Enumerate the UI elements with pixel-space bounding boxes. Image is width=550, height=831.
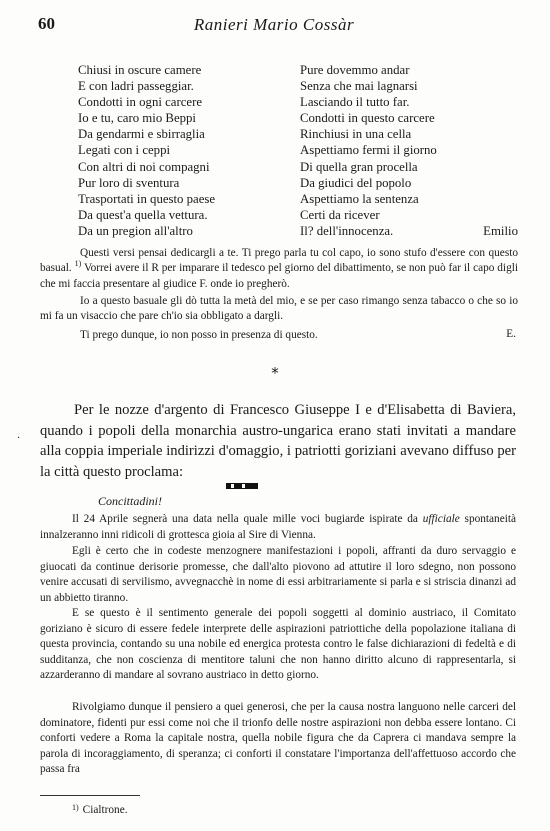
poem-verse-right-1: Pure dovemmo andar (300, 63, 410, 77)
poem-verse-right-11: Il? dell'innocenza. (300, 223, 394, 238)
poem-verse-right-6: Aspettiamo fermi il giorno (300, 143, 437, 158)
poem-column-left (78, 62, 288, 239)
poem-verse-right-10: Certi da ricever (300, 207, 380, 222)
poem-verse-left-4: Io e tu, caro mio Beppi (78, 111, 196, 126)
poem-verse-left-1: Chiusi in oscure camere (78, 63, 202, 77)
poem-column-right (300, 62, 518, 239)
poem-verse-left-2: E con ladri passeggiar. (78, 79, 194, 94)
poem-verse-left-8: Pur loro di sventura (78, 175, 180, 190)
poem-verse-right-2: Senza che mai lagnarsi (300, 79, 418, 94)
footnote-reference: 1) (74, 259, 82, 269)
poem-verse-right-4: Condotti in questo carcere (300, 111, 435, 126)
footnote-marker: 1) (72, 803, 79, 812)
poem-verse-right-5: Rinchiusi in una cella (300, 127, 412, 142)
footnote-rule (40, 795, 140, 796)
letter-paragraph-1 (40, 246, 518, 292)
page-number: 60 (38, 14, 55, 33)
poem-verse-right-3: Lasciando il tutto far. (300, 95, 410, 110)
poem-verse-left-9: Trasportati in questo paese (78, 191, 216, 206)
proclamation-paragraph-2: Egli è certo che in codeste menzognere manifestazioni i popoli, affranti da duro servaggio e giuocati da continue derisorie promesse, che dall'alto piovono ad attutire il loro sdegno, non possono venire accusati di servilismo, avvegnacchè in nome di essi arbitrariamente si parla e si striscia dinanzi ad un abbietto tiranno. (40, 545, 516, 604)
letter-paragraph-1-part-2: Vorrei avere il R per imparare il tedesco pel giorno del dibattimento, se non può far il capo digli che mi faccia presentare al giudice F. onde io pregherò. (40, 262, 518, 290)
poem-verse-left-7: Con altri di noi compagni (78, 159, 210, 174)
poem-verse-left-10: Da quest'a quella vettura. (78, 207, 208, 222)
letter-paragraph-3: Ti prego dunque, io non posso in presenza di questo. (80, 329, 318, 341)
proclamation-salutation: Concittadini! (98, 494, 162, 508)
proclamation-paragraph-4: Rivolgiamo dunque il pensiero a quei generosi, che per la causa nostra languono nelle carceri del dominatore, fidenti pur essi come noi che il trionfo delle nostre aspirazioni non debba essere lontano. Ci conforti vedere a Roma la capitale nostra, quella nobile figura che da Caprera ci mandava sempre la parola di incoraggiamento, di speranza; ci conforti il constatare l'importanza dell'affettuoso accordo che passa fra (40, 701, 516, 776)
proclamation-paragraph-3: E se questo è il sentimento generale dei popoli soggetti al dominio austriaco, il Comitato goriziano è sicuro di essere fedele interprete delle aspirazioni patriottiche della popolazione italiana di questa provincia, contando su una nobile ed energica protesta contro le false dichiarazioni di fedeltà e di sudditanza, che non coscienza di mentitore taluni che non hanno diritto alcuno di rappresentarla, si azzarderanno di mandare al sovrano austriaco in detto giorno. (40, 607, 516, 682)
footnote-text: Cialtrone. (82, 804, 128, 816)
letter-paragraph-2: Io a questo basuale gli dò tutta la metà del mio, e se per caso rimango senza tabacco o che so io mi fa un visaccio che pare ch'io sia obbligato a dargli. (40, 295, 518, 323)
intro-paragraph: Per le nozze d'argento di Francesco Giuseppe I e d'Elisabetta di Baviera, quando i popoli della monarchia austro-ungarica erano stati invitati a mandare alla coppia imperiale indirizzi d'omaggio, i patriotti goriziani avevano diffuso per la città questo proclama: (40, 402, 516, 480)
proclamation-paragraph-1 (40, 512, 516, 543)
poem-signature: Emilio (483, 224, 518, 238)
proclamation-p1-after: spontaneità innalzeranno inni ridicoli di grottesca gioia al Sire di Vienna. (40, 513, 516, 541)
running-head: Ranieri Mario Cossàr (193, 15, 355, 34)
page-header (38, 14, 510, 38)
proclamation-p1-emphasis: ufficiale (422, 513, 460, 525)
poem-verse-left-5: Da gendarmi e sbirraglia (78, 127, 205, 142)
poem-verse-right-8: Da giudici del popolo (300, 175, 412, 190)
letter-paragraph-1-part-1: Questi versi pensai dedicargli a te. Ti prego parla tu col capo, io sono stufo d'essere con questo basual. (40, 247, 518, 275)
section-asterism: * (271, 364, 279, 382)
footnote (72, 803, 128, 816)
poem-verse-right-9: Aspettiamo la sentenza (300, 191, 419, 206)
margin-mark: · (17, 433, 21, 444)
poem-verse-left-3: Condotti in ogni carcere (78, 95, 203, 110)
poem (78, 62, 518, 240)
ink-smudge (226, 482, 258, 490)
letter-signature: E. (506, 328, 516, 340)
poem-verse-left-6: Legati con i ceppi (78, 143, 171, 158)
poem-verse-right-7: Di quella gran procella (300, 159, 418, 174)
poem-verse-left-11: Da un pregion all'altro (78, 223, 193, 238)
proclamation-p1-before: Il 24 Aprile segnerà una data nella quale mille voci bugiarde ispirate da (72, 513, 418, 525)
